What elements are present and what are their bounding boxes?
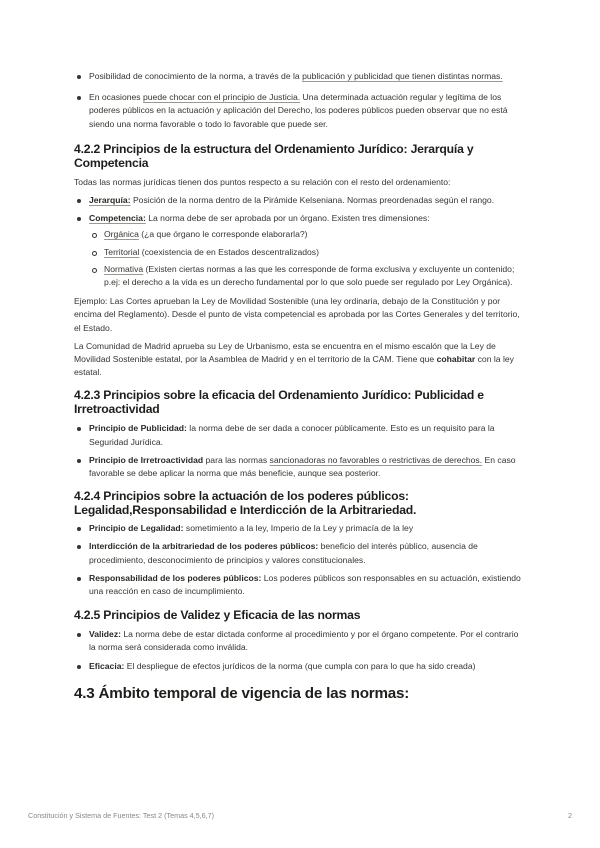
item-text: La norma debe de ser aprobada por un órgano. Existen tres dimensiones:	[145, 213, 430, 224]
sub-list-item: Territorial (coexistencia de en Estados descentralizados)	[89, 246, 526, 259]
term-label: Interdicción de la arbitrariedad de los poderes públicos:	[89, 541, 319, 552]
list-item	[74, 91, 526, 131]
term-label: Normativa	[104, 263, 144, 274]
list-item: Principio de Publicidad: la norma debe de ser dada a conocer públicamente. Esto es un requisito para la Seguridad Jurídica.	[74, 422, 526, 448]
principles-list	[74, 628, 526, 673]
document-body	[74, 70, 526, 703]
underlined-text: puede chocar con el principio de Justicia.	[142, 92, 301, 103]
item-text: Posibilidad de conocimiento de la norma, a través de la	[89, 71, 303, 81]
term-label: Principio de Irretroactividad	[89, 454, 204, 465]
section-heading-4-2-3: 4.2.3 Principios sobre la eficacia del Ordenamiento Jurídico: Publicidad e Irretroactividad	[74, 388, 484, 417]
section-heading-4-2-5: 4.2.5 Principios de Validez y Eficacia de las normas	[74, 608, 361, 623]
principles-list	[74, 522, 526, 598]
list-item: Interdicción de la arbitrariedad de los poderes públicos: beneficio del interés público, ausencia de procedimiento, desconocimiento de principios y valores constitucionales.	[74, 540, 526, 566]
page-number: 2	[568, 811, 572, 820]
underlined-text: publicación y publicidad que tienen distintas normas.	[302, 71, 503, 81]
principles-list	[74, 194, 526, 289]
sub-list-item: Normativa (Existen ciertas normas a las que les corresponde de forma exclusiva y excluyente un contenido; p.ej: el derecho a la vida es un derecho fundamental por lo que solo puede ser regulado por Ley Orgánica).	[89, 263, 526, 289]
term-label: Eficacia:	[89, 660, 125, 671]
dimensions-list	[89, 228, 526, 289]
paragraph: La Comunidad de Madrid aprueba su Ley de Urbanismo, esta se encuentra en el mismo escalón que la Ley de Movilidad Sostenible estatal, por la Asamblea de Madrid y en el territorio de la CAM. Tiene que cohabitar con la ley estatal.	[74, 340, 514, 378]
list-item: Eficacia: El despliegue de efectos jurídicos de la norma (que cumpla con para lo que ha sido creada)	[74, 660, 526, 673]
top-bullet-list	[74, 70, 526, 131]
list-item: Principio de Irretroactividad para las normas sancionadoras no favorables o restrictivas de derechos. En caso favorable se debe aplicar la norma que más beneficie, aunque sea posterior.	[74, 454, 526, 480]
item-text: Una determinada actuación regular y legítima de los poderes públicos en la actuación y aplicación del Derecho, los poderes públicos pueden observar que no está siendo una norma favorable o todo lo favorable que puede ser.	[89, 92, 508, 129]
term-label: Territorial	[104, 246, 140, 257]
list-item	[74, 194, 526, 207]
item-text: Posición de la norma dentro de la Pirámide Kelseniana. Normas preordenadas según el rango.	[130, 195, 495, 206]
term-label: Orgánica	[104, 229, 139, 240]
principles-list	[74, 422, 526, 480]
list-item	[74, 212, 526, 289]
term-label: Competencia:	[89, 213, 146, 224]
term-label: Principio de Publicidad:	[89, 423, 187, 434]
section-heading-4-2-2: 4.2.2 Principios de la estructura del Ordenamiento Jurídico: Jerarquía y Competencia	[74, 141, 474, 170]
term-label: Jerarquía:	[89, 195, 131, 206]
term-label: Principio de Legalidad:	[89, 523, 184, 534]
list-item: Principio de Legalidad: sometimiento a la ley, Imperio de la Ley y primacía de la ley	[74, 522, 526, 535]
section-heading-4-2-4: 4.2.4 Principios sobre la actuación de los poderes públicos: Legalidad,Responsabilidad e Interdicción de la Arbitrariedad.	[74, 489, 417, 518]
paragraph: Todas las normas jurídicas tienen dos puntos respecto a su relación con el resto del ordenamiento:	[74, 176, 451, 187]
term-label: Validez:	[89, 629, 121, 640]
footer-title: Constitución y Sistema de Fuentes: Test 2 (Temas 4,5,6,7)	[28, 811, 215, 820]
list-item: Responsabilidad de los poderes públicos: Los poderes públicos son responsables en su actuación, existiendo una reacción en caso de incumplimiento.	[74, 572, 526, 598]
underlined-text: sancionadoras no favorables o restrictivas de derechos.	[269, 454, 483, 465]
sub-list-item: Orgánica (¿a que órgano le corresponde elaborarla?)	[89, 228, 526, 241]
term-label: Responsabilidad de los poderes públicos:	[89, 572, 262, 583]
item-text: En ocasiones	[89, 92, 143, 103]
list-item: Validez: La norma debe de estar dictada conforme al procedimiento y por el órgano competente. Por el contrario la norma será considerada como inválida.	[74, 628, 526, 654]
list-item	[74, 70, 526, 83]
section-heading-4-3: 4.3 Ámbito temporal de vigencia de las normas:	[74, 684, 410, 702]
paragraph: Ejemplo: Las Cortes aprueban la Ley de Movilidad Sostenible (una ley ordinaria, debajo de la Constitución y por encima del Reglamento). Desde el punto de vista competencial es aprobada por las Cortes Generales y del territorio, el Estado.	[74, 296, 520, 333]
